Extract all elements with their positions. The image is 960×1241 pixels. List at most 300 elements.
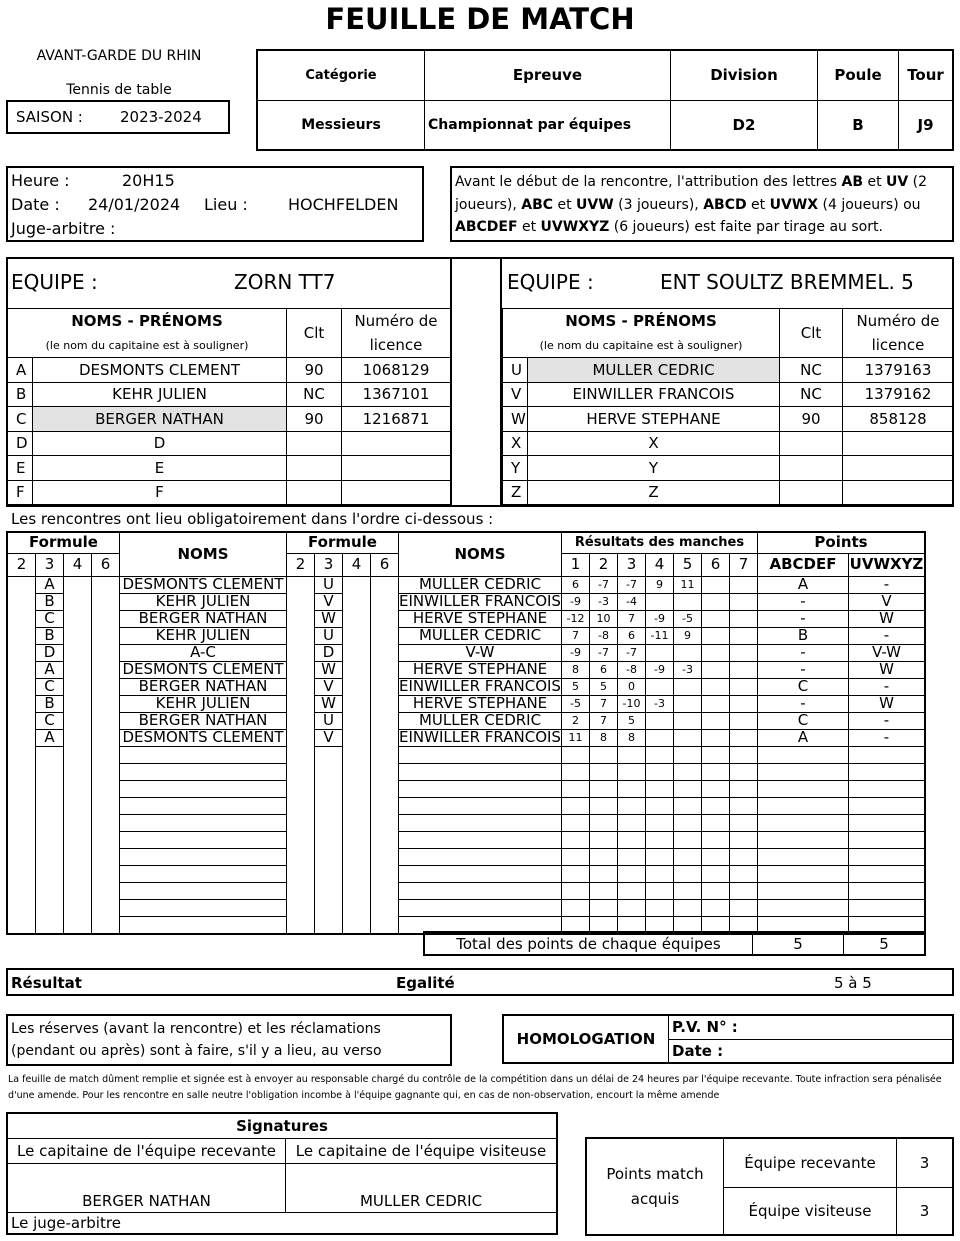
f2-cell [287, 780, 315, 797]
formule-col-left: 2 [7, 553, 36, 576]
formule-letter-left [36, 916, 64, 934]
player-row [8, 407, 451, 432]
formule-letter-right [315, 882, 343, 899]
set-score: -7 [590, 576, 618, 593]
signatures-table [6, 1112, 558, 1235]
f2-cell [287, 848, 315, 865]
set-score: 5 [618, 712, 646, 729]
set-score [674, 763, 702, 780]
total-table [423, 931, 926, 956]
f6-cell [371, 831, 399, 848]
f4-cell [64, 610, 92, 627]
player-right-name [399, 797, 562, 814]
match-row [7, 695, 925, 712]
set-score [590, 763, 618, 780]
player-letter: F [8, 480, 33, 505]
f6-cell [371, 763, 399, 780]
set-score: -7 [590, 644, 618, 661]
point-home: A [758, 729, 849, 746]
f4-cell [64, 712, 92, 729]
set-score [730, 780, 758, 797]
f6-cell [92, 576, 120, 593]
set-score: -9 [562, 593, 590, 610]
f2-cell [7, 678, 36, 695]
match-row [7, 763, 925, 780]
homologation-date-label: Date : [669, 1039, 954, 1063]
formule-letter-right [315, 916, 343, 934]
point-away: V-W [849, 644, 926, 661]
lieu-label: Lieu : [204, 195, 248, 214]
set-score: 6 [562, 576, 590, 593]
set-score: 8 [590, 729, 618, 746]
set-score [562, 831, 590, 848]
f6-cell [371, 610, 399, 627]
player-left-name [120, 916, 287, 934]
set-col: 5 [674, 553, 702, 576]
point-away: - [849, 712, 926, 729]
f2-cell [7, 576, 36, 593]
point-home [758, 814, 849, 831]
f6-cell [92, 831, 120, 848]
player-right-name [399, 882, 562, 899]
points-match-label: Points match acquis [586, 1138, 724, 1235]
player-row [503, 431, 954, 456]
point-home [758, 797, 849, 814]
set-score: -3 [674, 661, 702, 678]
sport-name: Tennis de table [66, 82, 172, 98]
player-left-name [120, 814, 287, 831]
set-score [590, 848, 618, 865]
f4-cell [343, 746, 371, 763]
player-right-name: EINWILLER FRANCOIS [399, 593, 561, 610]
point-home [758, 763, 849, 780]
f6-cell [92, 865, 120, 882]
point-away [849, 865, 926, 882]
point-away: - [849, 576, 926, 593]
set-score [646, 797, 674, 814]
f4-cell [64, 780, 92, 797]
set-score [674, 678, 702, 695]
f4-cell [343, 763, 371, 780]
set-score [646, 848, 674, 865]
set-score [674, 814, 702, 831]
f2-cell [7, 661, 36, 678]
f6-cell [92, 712, 120, 729]
f2-cell [287, 627, 315, 644]
set-score [618, 882, 646, 899]
set-score [618, 797, 646, 814]
set-score [618, 814, 646, 831]
tour-header: Tour [899, 50, 954, 100]
set-score [562, 848, 590, 865]
formule-letter-right: W [315, 610, 343, 627]
player-licence: 1216871 [342, 407, 451, 432]
set-score: -10 [618, 695, 646, 712]
player-right-name [399, 831, 562, 848]
f2-cell [7, 610, 36, 627]
f2-cell [7, 916, 36, 934]
category-table [256, 49, 954, 151]
f4-cell [64, 814, 92, 831]
match-row [7, 644, 925, 661]
f6-cell [371, 576, 399, 593]
player-name: HERVE STEPHANE [528, 407, 780, 432]
set-score [646, 780, 674, 797]
f4-cell [64, 899, 92, 916]
point-away [849, 831, 926, 848]
player-letter: E [8, 456, 33, 481]
player-row [8, 480, 451, 505]
homologation-label: HOMOLOGATION [503, 1015, 669, 1063]
set-score: 7 [618, 610, 646, 627]
f6-cell [92, 593, 120, 610]
set-score: 7 [590, 695, 618, 712]
f2-cell [7, 831, 36, 848]
set-score: 8 [618, 729, 646, 746]
f6-cell [92, 627, 120, 644]
f6-cell [371, 848, 399, 865]
f2-cell [287, 610, 315, 627]
formule-letter-left [36, 763, 64, 780]
clt-header: Clt [780, 309, 843, 358]
f4-cell [343, 729, 371, 746]
player-licence: 1379163 [843, 358, 954, 383]
poule-header: Poule [818, 50, 899, 100]
licence-header: Numéro de [843, 309, 954, 334]
f6-cell [371, 814, 399, 831]
order-note: Les rencontres ont lieu obligatoirement dans l'ordre ci-dessous : [11, 510, 494, 528]
f2-cell [287, 831, 315, 848]
f4-cell [343, 780, 371, 797]
point-home: C [758, 712, 849, 729]
results-header: Résultats des manches [562, 532, 758, 553]
f6-cell [371, 797, 399, 814]
player-right-name [399, 899, 562, 916]
division-value: D2 [671, 100, 818, 150]
set-score [730, 729, 758, 746]
set-score [702, 882, 730, 899]
player-left-name [120, 831, 287, 848]
set-score [562, 797, 590, 814]
set-score [618, 831, 646, 848]
player-right-name: EINWILLER FRANCOIS [399, 729, 561, 746]
set-score [730, 899, 758, 916]
player-letter: X [503, 431, 528, 456]
formule-letter-left [36, 899, 64, 916]
f6-cell [371, 916, 399, 934]
player-licence [342, 431, 451, 456]
player-licence: 858128 [843, 407, 954, 432]
point-away [849, 899, 926, 916]
player-left-name: KEHR JULIEN [120, 593, 287, 610]
point-home [758, 780, 849, 797]
f2-cell [287, 746, 315, 763]
set-score: 10 [590, 610, 618, 627]
match-row [7, 848, 925, 865]
set-score [646, 678, 674, 695]
f4-cell [343, 882, 371, 899]
match-row [7, 746, 925, 763]
point-home: - [758, 661, 849, 678]
player-licence [342, 480, 451, 505]
set-score [702, 610, 730, 627]
point-home [758, 746, 849, 763]
f6-cell [92, 746, 120, 763]
player-clt: 90 [287, 358, 342, 383]
set-col: 7 [730, 553, 758, 576]
cat-header: Catégorie [257, 50, 425, 100]
teams-separator [450, 257, 502, 507]
set-score [674, 865, 702, 882]
f6-cell [92, 661, 120, 678]
f4-cell [64, 576, 92, 593]
away-team-points: 3 [897, 1187, 954, 1235]
point-home: - [758, 593, 849, 610]
set-score: 7 [562, 627, 590, 644]
reserves-note: Les réserves (avant la rencontre) et les réclamations (pendant ou après) sont à faire, s'il y a lieu, au verso [6, 1014, 452, 1066]
formule-letter-right: W [315, 661, 343, 678]
point-home [758, 848, 849, 865]
f4-cell [343, 661, 371, 678]
player-licence: 1379162 [843, 382, 954, 407]
set-score [618, 746, 646, 763]
f2-cell [287, 899, 315, 916]
f4-cell [64, 882, 92, 899]
f4-cell [64, 763, 92, 780]
formule-letter-right [315, 746, 343, 763]
result-box [6, 968, 954, 996]
player-licence: 1068129 [342, 358, 451, 383]
player-left-name [120, 763, 287, 780]
f2-cell [287, 576, 315, 593]
formule-right-header: Formule [287, 532, 399, 553]
result-score: 5 à 5 [834, 974, 872, 992]
set-score [730, 678, 758, 695]
set-score [590, 814, 618, 831]
matches-table [6, 531, 926, 935]
club-name: AVANT-GARDE DU RHIN [36, 48, 202, 64]
player-row [503, 407, 954, 432]
formule-col-left: 4 [64, 553, 92, 576]
player-name: Z [528, 480, 780, 505]
set-score [674, 797, 702, 814]
player-left-name: DESMONTS CLEMENT [120, 661, 287, 678]
point-away: W [849, 661, 926, 678]
set-score: 5 [562, 678, 590, 695]
f4-cell [64, 865, 92, 882]
set-score [562, 865, 590, 882]
formule-letter-right: U [315, 712, 343, 729]
f6-cell [92, 780, 120, 797]
heure-value: 20H15 [122, 171, 175, 190]
set-score [730, 865, 758, 882]
point-away [849, 780, 926, 797]
f6-cell [371, 899, 399, 916]
set-score [702, 865, 730, 882]
set-score [562, 899, 590, 916]
f4-cell [343, 899, 371, 916]
team-left-name: ZORN TT7 [234, 270, 336, 294]
f6-cell [371, 695, 399, 712]
set-score [730, 831, 758, 848]
set-score [730, 627, 758, 644]
points-match-table [585, 1137, 954, 1236]
match-row [7, 576, 925, 593]
names-header: NOMS - PRÉNOMS [8, 309, 287, 334]
pv-label: P.V. N° : [669, 1015, 954, 1039]
juge-label: Juge-arbitre : [11, 219, 116, 238]
set-score: -11 [646, 627, 674, 644]
set-col: 1 [562, 553, 590, 576]
f6-cell [371, 661, 399, 678]
set-score [702, 695, 730, 712]
player-row [8, 456, 451, 481]
set-score: 6 [618, 627, 646, 644]
f6-cell [371, 644, 399, 661]
player-name: F [33, 480, 287, 505]
team-right-table [502, 308, 954, 505]
f2-cell [7, 797, 36, 814]
formule-letter-left [36, 780, 64, 797]
player-name: EINWILLER FRANCOIS [528, 382, 780, 407]
player-left-name [120, 865, 287, 882]
team-right-label: EQUIPE : [507, 270, 594, 294]
match-row [7, 661, 925, 678]
f6-cell [92, 848, 120, 865]
match-row [7, 678, 925, 695]
set-score [730, 712, 758, 729]
epreuve-header: Epreuve [425, 50, 671, 100]
set-score [646, 729, 674, 746]
point-home: C [758, 678, 849, 695]
player-row [8, 382, 451, 407]
set-score: -9 [646, 661, 674, 678]
set-score [674, 712, 702, 729]
set-score [730, 882, 758, 899]
player-clt: 90 [287, 407, 342, 432]
f6-cell [92, 729, 120, 746]
point-away [849, 848, 926, 865]
formule-col-right: 4 [343, 553, 371, 576]
f4-cell [343, 576, 371, 593]
player-right-name: MULLER CEDRIC [399, 712, 562, 729]
player-name: BERGER NATHAN [33, 407, 287, 432]
f4-cell [343, 831, 371, 848]
set-score: 0 [618, 678, 646, 695]
f4-cell [343, 627, 371, 644]
total-left: 5 [753, 932, 844, 955]
player-left-name: KEHR JULIEN [120, 627, 287, 644]
player-left-name: DESMONTS CLEMENT [120, 729, 287, 746]
away-team-label: Équipe visiteuse [724, 1187, 897, 1235]
set-col: 2 [590, 553, 618, 576]
set-score: -7 [618, 576, 646, 593]
set-score: 7 [590, 712, 618, 729]
set-score [702, 593, 730, 610]
formule-letter-left: A [36, 661, 64, 678]
formule-left-header: Formule [7, 532, 120, 553]
set-score [730, 610, 758, 627]
team-left-table [7, 308, 451, 505]
point-away: - [849, 729, 926, 746]
f6-cell [92, 763, 120, 780]
point-home [758, 865, 849, 882]
formule-letter-left: A [36, 729, 64, 746]
set-score [562, 882, 590, 899]
set-score [674, 899, 702, 916]
point-home: A [758, 576, 849, 593]
set-col: 4 [646, 553, 674, 576]
f2-cell [287, 593, 315, 610]
set-score [674, 729, 702, 746]
player-letter: U [503, 358, 528, 383]
homologation-table [502, 1014, 954, 1064]
formule-letter-right [315, 848, 343, 865]
set-score [590, 899, 618, 916]
player-clt [780, 480, 843, 505]
set-score: 9 [646, 576, 674, 593]
result-label: Résultat [11, 974, 82, 992]
f4-cell [343, 610, 371, 627]
set-score [590, 882, 618, 899]
formule-letter-left [36, 831, 64, 848]
date-value: 24/01/2024 [88, 195, 181, 214]
f6-cell [92, 610, 120, 627]
formule-letter-left [36, 865, 64, 882]
match-row [7, 814, 925, 831]
player-right-name [399, 763, 562, 780]
point-away: - [849, 627, 926, 644]
player-licence [843, 480, 954, 505]
player-right-name [399, 848, 562, 865]
f6-cell [92, 814, 120, 831]
point-home: - [758, 695, 849, 712]
set-score [618, 780, 646, 797]
set-score [730, 763, 758, 780]
saison-label: SAISON : [16, 108, 83, 126]
match-row [7, 831, 925, 848]
home-team-label: Équipe recevante [724, 1138, 897, 1187]
match-row [7, 899, 925, 916]
f4-cell [343, 593, 371, 610]
formule-col-left: 3 [36, 553, 64, 576]
total-label: Total des points de chaque équipes [424, 932, 753, 955]
match-row [7, 593, 925, 610]
set-score: -8 [590, 627, 618, 644]
f4-cell [64, 661, 92, 678]
set-score [562, 746, 590, 763]
player-left-name: BERGER NATHAN [120, 678, 287, 695]
set-score [674, 831, 702, 848]
set-score [590, 797, 618, 814]
point-away: W [849, 610, 926, 627]
set-score [646, 899, 674, 916]
formule-letter-left [36, 814, 64, 831]
tour-value: J9 [899, 100, 954, 150]
f6-cell [371, 678, 399, 695]
f6-cell [371, 729, 399, 746]
player-row [503, 382, 954, 407]
formule-letter-right: D [315, 644, 343, 661]
point-away: W [849, 695, 926, 712]
signatures-title: Signatures [7, 1113, 557, 1138]
player-clt [780, 456, 843, 481]
f2-cell [287, 729, 315, 746]
player-licence [342, 456, 451, 481]
formule-letter-right [315, 865, 343, 882]
f2-cell [7, 712, 36, 729]
f6-cell [92, 644, 120, 661]
